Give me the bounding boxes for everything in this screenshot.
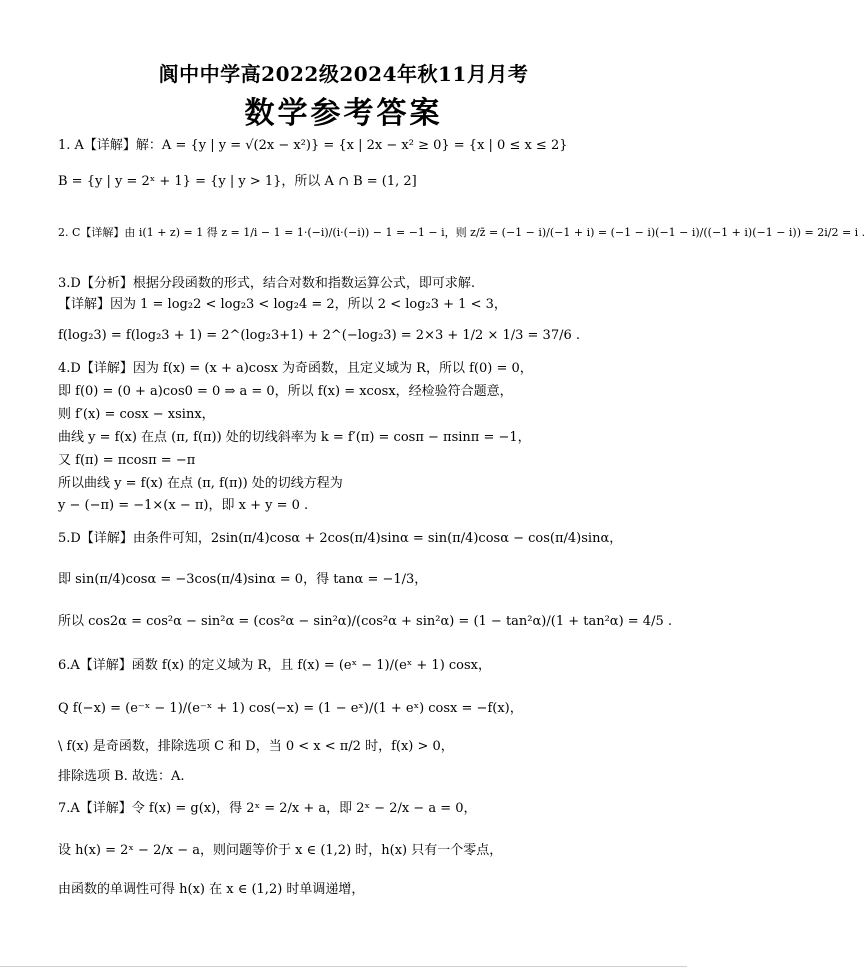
answer-line: 所以 cos2α = cos²α − sin²α = (cos²α − sin²α)/(cos²α + sin²α) = (1 − tan²α)/(1 + tan²α) = 4/5 . bbox=[58, 614, 672, 629]
answer-key-heading: 数学参考答案 bbox=[244, 96, 443, 131]
answer-line: 所以曲线 y = f(x) 在点 (π, f(π)) 处的切线方程为 bbox=[58, 476, 343, 491]
answer-line: 6.A【详解】函数 f(x) 的定义域为 R，且 f(x) = (eˣ − 1)/(eˣ + 1) cosx， bbox=[58, 658, 492, 673]
answer-line: 2. C【详解】由 i(1 + z) = 1 得 z = 1/i − 1 = 1·(−i)/(i·(−i)) − 1 = −1 − i，则 z/z̄ = (−1 − i)/(−1 + i) = (−1 − i)(−1 − i)/((−1 + i)(−1 − i)) = 2i/2 = i . bbox=[58, 226, 865, 239]
answer-line: 又 f(π) = πcosπ = −π bbox=[58, 453, 196, 468]
answer-line: \ f(x) 是奇函数，排除选项 C 和 D，当 0 < x < π/2 时，f(x) > 0， bbox=[58, 739, 454, 754]
answer-line: 5.D【详解】由条件可知，2sin(π/4)cosα + 2cos(π/4)sinα = sin(π/4)cosα − cos(π/4)sinα， bbox=[58, 531, 623, 546]
answer-line: 设 h(x) = 2ˣ − 2/x − a，则问题等价于 x ∈ (1,2) 时，h(x) 只有一个零点， bbox=[58, 843, 503, 858]
answer-line: 则 f′(x) = cosx − xsinx， bbox=[58, 407, 215, 422]
answer-line: 7.A【详解】令 f(x) = g(x)，得 2ˣ = 2/x + a，即 2ˣ − 2/x − a = 0， bbox=[58, 801, 477, 816]
answer-line: 即 sin(π/4)cosα = −3cos(π/4)sinα = 0，得 tanα = −1/3， bbox=[58, 572, 428, 587]
answer-line: y − (−π) = −1×(x − π)，即 x + y = 0 . bbox=[58, 498, 309, 513]
answer-line: 【详解】因为 1 = log₂2 < log₂3 < log₂4 = 2，所以 2 < log₂3 + 1 < 3， bbox=[58, 297, 507, 312]
answer-line: 1. A【详解】解：A = {y | y = √(2x − x²)} = {x | 2x − x² ≥ 0} = {x | 0 ≤ x ≤ 2} bbox=[58, 138, 568, 153]
answer-line: 4.D【详解】因为 f(x) = (x + a)cosx 为奇函数，且定义域为 R，所以 f(0) = 0， bbox=[58, 361, 533, 376]
answer-line: 曲线 y = f(x) 在点 (π, f(π)) 处的切线斜率为 k = f′(π) = cosπ − πsinπ = −1， bbox=[58, 430, 531, 445]
exam-title: 阆中中学高2022级2024年秋11月月考 bbox=[158, 62, 529, 86]
answer-line: B = {y | y = 2ˣ + 1} = {y | y > 1}，所以 A ∩ B = (1, 2] bbox=[58, 174, 417, 189]
answer-line: 排除选项 B. 故选：A. bbox=[58, 769, 185, 784]
page-bottom-edge bbox=[0, 966, 687, 967]
answer-line: f(log₂3) = f(log₂3 + 1) = 2^(log₂3+1) + 2^(−log₂3) = 2×3 + 1/2 × 1/3 = 37/6 . bbox=[58, 328, 580, 343]
answer-line: 由函数的单调性可得 h(x) 在 x ∈ (1,2) 时单调递增， bbox=[58, 882, 365, 897]
answer-line: 即 f(0) = (0 + a)cos0 = 0 ⇒ a = 0，所以 f(x) = xcosx，经检验符合题意， bbox=[58, 384, 513, 399]
answer-line: Q f(−x) = (e⁻ˣ − 1)/(e⁻ˣ + 1) cos(−x) = (1 − eˣ)/(1 + eˣ) cosx = −f(x)， bbox=[58, 701, 523, 716]
answer-line: 3.D【分析】根据分段函数的形式，结合对数和指数运算公式，即可求解. bbox=[58, 276, 475, 291]
